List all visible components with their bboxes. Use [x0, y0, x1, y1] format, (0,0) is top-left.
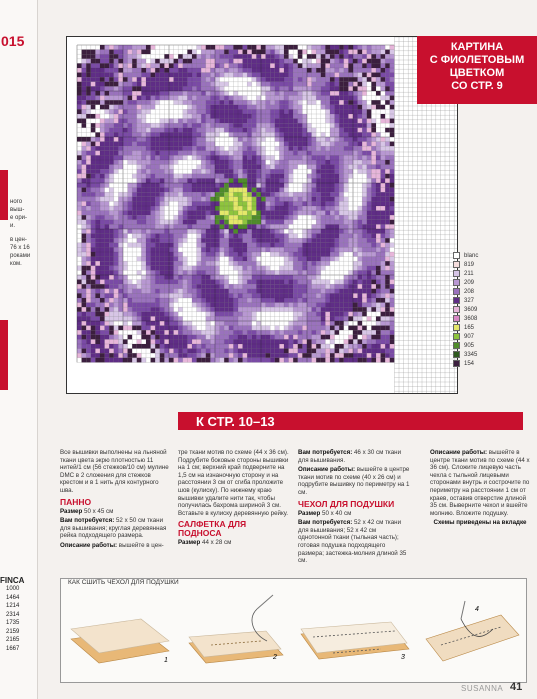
fragment-line: 76 x 16: [10, 245, 30, 251]
legend-code: 327: [464, 297, 475, 304]
subhead-panno: ПАННО: [60, 496, 92, 507]
fragment-line: роками: [10, 253, 31, 259]
legend-row: [453, 341, 523, 350]
legend-row: [453, 359, 523, 368]
legend-code: 211: [464, 270, 474, 277]
finca-code: 1735: [6, 620, 20, 626]
label: Размер: [60, 507, 83, 515]
subhead-napkin: САЛФЕТКА ДЛЯ ПОДНОСА: [178, 519, 247, 539]
left-red-marker: [0, 320, 8, 390]
finca-code: 1000: [6, 586, 20, 592]
fragment-line: ного: [10, 199, 23, 205]
legend-swatch: [453, 279, 460, 286]
legend-swatch: [453, 360, 460, 367]
legend-row: [453, 323, 523, 332]
label: Вам потребуется:: [298, 519, 353, 527]
legend-swatch: [453, 324, 460, 331]
label: Вам потребуется:: [298, 449, 353, 456]
value: вышейте в цен-: [117, 541, 164, 549]
legend-row: [453, 278, 523, 287]
step-2-fold-and-stitch: [189, 595, 283, 663]
value: 52 x 42 см ткани для вышивания; 52 x 42 см однотонной ткани (тыльная часть); готовая подушка подходящего размера; застежка-молния длиной 35 см.: [298, 519, 407, 565]
section-title: К СТР. 10–13: [196, 414, 275, 429]
finca-code: 2314: [6, 611, 20, 618]
chart-page-ref: СО СТР. 9: [451, 80, 503, 92]
value: 50 x 45 см: [82, 507, 114, 515]
left-text-fragment: [10, 236, 36, 268]
legend-row: [453, 251, 523, 260]
step-3-stitch-edge: [301, 622, 409, 659]
fragment-line: и.: [10, 223, 16, 229]
legend-swatch: [453, 270, 460, 277]
chart-title-box: [417, 36, 537, 104]
page-number: 41: [510, 681, 523, 693]
label: Вам потребуется:: [60, 517, 115, 525]
label: Описание работы:: [60, 541, 118, 549]
legend-row: [453, 260, 523, 269]
legend-swatch: [453, 342, 460, 349]
finca-code-list: [0, 576, 30, 653]
legend-code: 3608: [464, 315, 478, 322]
step-number: 3: [401, 654, 405, 661]
value: вышейте в центре ткани мотив по схеме (44 x 36 см). Сложите лицевую часть чехла с тыльной лицевыми сторонами внутрь и сострочите по периметру на расстоянии 1 см от краев, оставив отверстие длиной 35 см. Выверните чехол и вшейте молнию. Вложите подушку.: [430, 449, 530, 517]
chart-title: КАРТИНА С ФИОЛЕТОВЫМ ЦВЕТКОМ: [429, 41, 525, 79]
left-red-marker: [0, 170, 8, 220]
legend-swatch: [453, 261, 460, 268]
legend-row: [453, 296, 523, 305]
cross-stitch-chart: [66, 36, 458, 394]
label: Размер: [178, 539, 201, 547]
legend-row: [453, 350, 523, 359]
howto-illustration-box: [60, 578, 527, 683]
article-column-4: [430, 449, 530, 529]
finca-code: 2165: [6, 637, 20, 643]
subhead-pillow: ЧЕХОЛ ДЛЯ ПОДУШКИ: [298, 498, 395, 509]
step-4-finished-cover: [426, 601, 519, 661]
value: 44 x 28 см: [200, 539, 232, 547]
fragment-line: е ори-: [10, 215, 28, 221]
step-number: 1: [164, 657, 168, 664]
article-column-3: [298, 449, 411, 567]
legend-code: 907: [464, 333, 475, 340]
article-column-2: [178, 449, 291, 549]
legend-swatch: [453, 351, 460, 358]
value: 52 x 50 см ткани для вышивания; круглая деревянная рейка подходящего размера.: [60, 517, 167, 540]
label: Описание работы:: [298, 466, 356, 474]
fragment-line: ком.: [10, 261, 22, 267]
step-number: 2: [273, 654, 277, 661]
label: Описание работы:: [430, 449, 488, 456]
article-column-1: [60, 449, 173, 552]
schemes-note: Схемы приведены на вкладке: [433, 519, 527, 527]
left-text-fragment: [10, 198, 36, 230]
sewing-steps-illustration: [61, 579, 526, 682]
intro-paragraph: Все вышивки выполнены на льняной ткани цвета экрю плотностью 11 нитей/1 см (56 стежков/10 см) мулине DMC в 2 сложения для стежков крестом и в 1 нить для контурного шва.: [60, 449, 169, 494]
left-page-number: 015: [1, 33, 25, 49]
fragment-line: выш-: [10, 207, 25, 213]
legend-code: 209: [464, 279, 475, 286]
finca-code: 1464: [6, 594, 20, 601]
value: 50 x 40 см: [320, 509, 352, 517]
legend-swatch: [453, 288, 460, 295]
finca-title: FINCA: [0, 576, 25, 585]
magazine-brand: SUSANNA: [461, 684, 504, 693]
legend-swatch: [453, 297, 460, 304]
legend-row: [453, 332, 523, 341]
value: вышейте в центре ткани мотив по схеме (40 x 26 см) и подрубите вышивку по периметру на 1 см.: [298, 466, 410, 496]
legend-row: [453, 314, 523, 323]
paragraph: тре ткани мотив по схеме (44 x 36 см). Подрубите боковые стороны вышивки на 1 см; верхний край подверните на 1,5 см на изнаночную сторону и на расстоянии 3 см от сгиба проложите шов (кулиску). По нижнему краю вышивки удалите нити так, чтобы получилась бахрома шириной 3 см. Вставьте в кулиску деревянную рейку.: [178, 449, 289, 517]
label: Размер: [298, 509, 321, 517]
legend-row: [453, 287, 523, 296]
legend-row: [453, 269, 523, 278]
legend-swatch: [453, 315, 460, 322]
legend-code: 154: [464, 360, 475, 367]
value: 46 x 30 см ткани для вышивания.: [298, 449, 402, 464]
finca-code: 2159: [6, 628, 20, 635]
cross-stitch-pattern-image: [67, 37, 457, 393]
legend-swatch: [453, 333, 460, 340]
legend-swatch: [453, 306, 460, 313]
legend-row: [453, 305, 523, 314]
step-1-fabric-layers: [71, 619, 169, 663]
legend-code: 819: [464, 261, 475, 268]
legend-code: 208: [464, 288, 475, 295]
legend-code: 905: [464, 342, 475, 349]
fragment-line: в цен-: [10, 237, 27, 243]
color-legend: [453, 251, 523, 368]
legend-code: 165: [464, 324, 475, 331]
legend-code: 3609: [464, 306, 478, 313]
legend-swatch: [453, 252, 460, 259]
legend-code: blanc: [464, 252, 479, 259]
finca-code: 1214: [6, 603, 20, 609]
howto-title: КАК СШИТЬ ЧЕХОЛ ДЛЯ ПОДУШКИ: [68, 579, 179, 586]
step-number: 4: [475, 606, 479, 613]
finca-code: 1667: [6, 645, 20, 652]
legend-code: 3345: [464, 351, 478, 358]
